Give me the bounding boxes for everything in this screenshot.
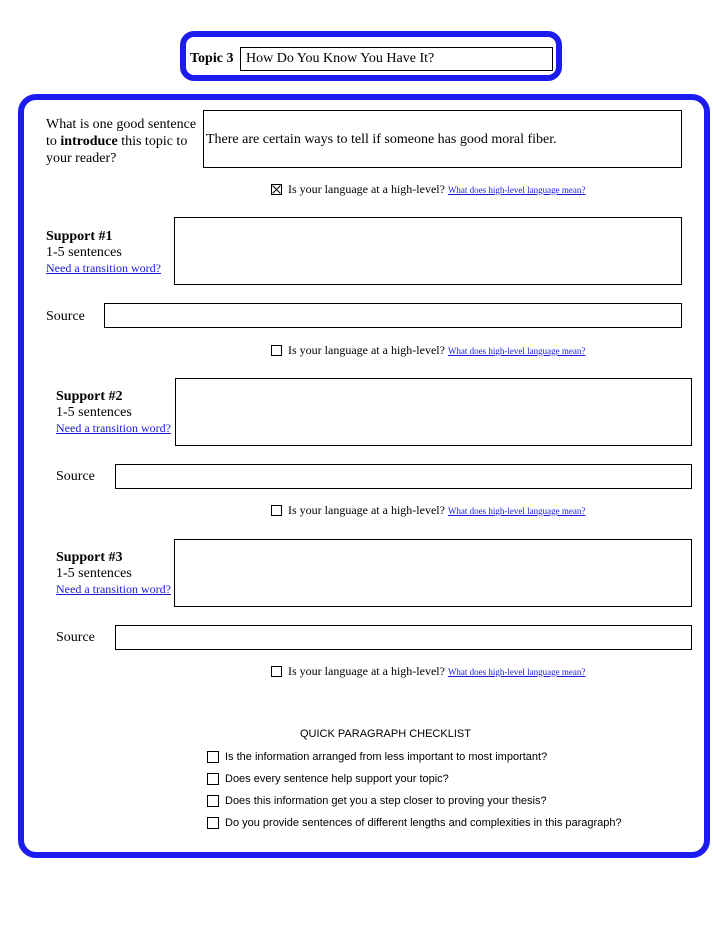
support-1-subtitle: 1-5 sentences <box>46 245 122 260</box>
checklist-item-label: Do you provide sentences of different lengths and complexities in this paragraph? <box>225 817 622 829</box>
support-1-info <box>46 229 161 276</box>
support-3-title: Support #3 <box>56 550 123 565</box>
language-check-label: Is your language at a high-level? <box>288 503 445 517</box>
topic-label: Topic 3 <box>190 51 234 66</box>
high-level-language-link[interactable]: What does high-level language mean? <box>447 666 586 677</box>
language-check-label: Is your language at a high-level? <box>288 343 445 357</box>
language-check-2 <box>271 503 585 518</box>
support-3-transition-link[interactable]: Need a transition word? <box>56 582 171 596</box>
checklist-title: QUICK PARAGRAPH CHECKLIST <box>300 728 471 740</box>
checklist-item <box>207 773 449 785</box>
checklist-checkbox[interactable] <box>207 795 219 807</box>
support-1-source-label: Source <box>46 309 85 324</box>
checklist-checkbox[interactable] <box>207 817 219 829</box>
language-check-label: Is your language at a high-level? <box>288 182 445 196</box>
support-2-transition-link[interactable]: Need a transition word? <box>56 421 171 435</box>
support-1-input[interactable] <box>174 217 682 285</box>
language-check-label: Is your language at a high-level? <box>288 664 445 678</box>
support-2-title: Support #2 <box>56 389 123 404</box>
support-3-source-label: Source <box>56 630 95 645</box>
support-2-subtitle: 1-5 sentences <box>56 405 132 420</box>
intro-question-bold: introduce <box>60 134 118 149</box>
language-checkbox-intro[interactable] <box>271 184 282 195</box>
intro-question-line2: to introduce this topic to <box>46 134 188 149</box>
support-2-source-input[interactable] <box>115 464 692 489</box>
checklist-checkbox[interactable] <box>207 751 219 763</box>
support-1-transition-link[interactable]: Need a transition word? <box>46 261 161 275</box>
support-2-source-label: Source <box>56 469 95 484</box>
checklist-checkbox[interactable] <box>207 773 219 785</box>
intro-question-line3: your reader? <box>46 151 117 166</box>
language-checkbox-2[interactable] <box>271 505 282 516</box>
topic-input[interactable]: How Do You Know You Have It? <box>240 47 553 71</box>
high-level-language-link[interactable]: What does high-level language mean? <box>447 505 586 516</box>
intro-question-line1: What is one good sentence <box>46 117 197 132</box>
support-3-info <box>56 550 171 597</box>
support-2-info <box>56 389 171 436</box>
high-level-language-link[interactable]: What does high-level language mean? <box>447 345 586 356</box>
support-3-subtitle: 1-5 sentences <box>56 566 132 581</box>
language-check-3 <box>271 664 585 679</box>
checklist-item-label: Is the information arranged from less important to most important? <box>225 751 548 763</box>
checklist-item-label: Does this information get you a step closer to proving your thesis? <box>225 795 547 807</box>
intro-sentence-input[interactable]: There are certain ways to tell if someone has good moral fiber. <box>203 110 682 168</box>
support-2-input[interactable] <box>175 378 692 446</box>
checklist-item-label: Does every sentence help support your topic? <box>225 773 449 785</box>
language-check-intro <box>271 182 585 197</box>
support-3-source-input[interactable] <box>115 625 692 650</box>
intro-question <box>46 116 196 167</box>
language-checkbox-1[interactable] <box>271 345 282 356</box>
checklist-item <box>207 817 622 829</box>
checklist-item <box>207 751 547 763</box>
high-level-language-link[interactable]: What does high-level language mean? <box>447 184 586 195</box>
support-1-source-input[interactable] <box>104 303 682 328</box>
support-1-title: Support #1 <box>46 229 113 244</box>
checklist-item <box>207 795 547 807</box>
language-checkbox-3[interactable] <box>271 666 282 677</box>
support-3-input[interactable] <box>174 539 692 607</box>
language-check-1 <box>271 343 585 358</box>
